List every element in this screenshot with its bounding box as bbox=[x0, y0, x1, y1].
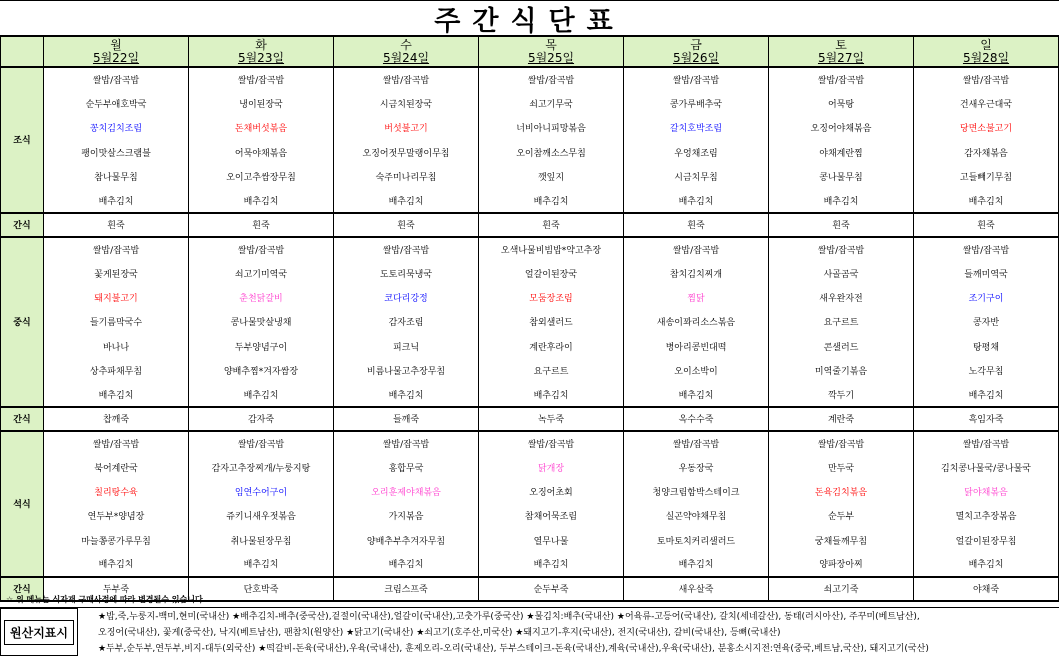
snack-item: 크림스프죽 bbox=[334, 577, 479, 601]
menu-item: 피크닉 bbox=[334, 334, 479, 358]
menu-item: 쌀밥/잡곡밥 bbox=[624, 431, 769, 455]
snack-item: 단호박죽 bbox=[189, 577, 334, 601]
snack-row bbox=[1, 213, 1059, 237]
breakfast-label: 조식 bbox=[1, 67, 44, 213]
menu-item: 만두국 bbox=[769, 455, 914, 479]
lunch-row bbox=[1, 334, 1059, 358]
menu-item: 계란후라이 bbox=[479, 334, 624, 358]
menu-item: 얼갈이된장국 bbox=[479, 261, 624, 285]
day-name: 월 bbox=[110, 38, 122, 52]
menu-item: 두부양념구이 bbox=[189, 334, 334, 358]
menu-item: 당면소불고기 bbox=[914, 116, 1059, 140]
menu-item: 쌀밥/잡곡밥 bbox=[624, 67, 769, 91]
menu-item: 쌀밥/잡곡밥 bbox=[624, 237, 769, 261]
menu-item: 연두부*양념장 bbox=[44, 504, 189, 528]
menu-item: 취나물된장무침 bbox=[189, 528, 334, 552]
menu-item: 양파장아찌 bbox=[769, 552, 914, 576]
menu-item: 쌀밥/잡곡밥 bbox=[44, 237, 189, 261]
menu-item: 배추김치 bbox=[334, 552, 479, 576]
menu-item: 조기구이 bbox=[914, 285, 1059, 309]
menu-item: 배추김치 bbox=[914, 552, 1059, 576]
menu-item: 쌀밥/잡곡밥 bbox=[189, 67, 334, 91]
menu-item: 닭개장 bbox=[479, 455, 624, 479]
day-header-row bbox=[1, 37, 1059, 67]
snack-item: 들깨죽 bbox=[334, 407, 479, 431]
menu-item: 토마토치커리샐러드 bbox=[624, 528, 769, 552]
menu-item: 배추김치 bbox=[189, 552, 334, 576]
menu-item: 배추김치 bbox=[334, 383, 479, 407]
menu-item: 오이참깨소스무침 bbox=[479, 140, 624, 164]
menu-item: 칠리탕수육 bbox=[44, 479, 189, 503]
menu-item: 멸치고추장볶음 bbox=[914, 504, 1059, 528]
menu-item: 쌀밥/잡곡밥 bbox=[914, 67, 1059, 91]
menu-item: 우동장국 bbox=[624, 455, 769, 479]
origin-text: ★밥,죽,누룽지-백미,현미(국내산) ★배추김치-배추(중국산),겉절이(국내산),얼갈이(국내산),고춧가루(중국산) ★물김치:배추(국내산) ★어육류-고등어(국내산), 갈치(세네갈산), 동태(러시아산), 주꾸미(베트남산), 오징어(국내산), 꽃게(중국산), 낙지(베트남산), 팬참치(원양산) ★닭고기(국내산) ★쇠고기(호주산,미국산) ★돼지고기-후지(국내산), 전지(국내산), 갈비(국내산), 등뼈(국내산) ★두부,순두부,연두부,비지-대두(외국산) ★떡갈비-돈육(국내산),우육(국내산), 훈제오리-오리(국내산), 두부스테이크-돈육(국내산),계육(국내산),우육(국내산), 분홍소시지전:연육(중국,베트남,국산), 돼지고기(국산) bbox=[98, 612, 929, 654]
lunch-row bbox=[1, 237, 1059, 261]
breakfast-row bbox=[1, 188, 1059, 212]
menu-item: 가지볶음 bbox=[334, 504, 479, 528]
snack-item: 옥수수죽 bbox=[624, 407, 769, 431]
origin-label: 원산지표시 bbox=[4, 620, 74, 645]
menu-item: 탕평채 bbox=[914, 334, 1059, 358]
breakfast-row bbox=[1, 67, 1059, 91]
day-header bbox=[624, 37, 769, 67]
menu-item: 돈채버섯볶음 bbox=[189, 116, 334, 140]
snack-label: 간식 bbox=[1, 577, 44, 601]
snack-row bbox=[1, 407, 1059, 431]
menu-item: 어묵야채볶음 bbox=[189, 140, 334, 164]
snack-item: 흰죽 bbox=[624, 213, 769, 237]
menu-item: 시금치된장국 bbox=[334, 91, 479, 115]
menu-item: 깍두기 bbox=[769, 383, 914, 407]
snack-item: 새우살죽 bbox=[624, 577, 769, 601]
day-date: 5월26일 bbox=[672, 51, 720, 65]
menu-item: 쌀밥/잡곡밥 bbox=[769, 67, 914, 91]
day-date: 5월28일 bbox=[962, 51, 1010, 65]
snack-item: 야채죽 bbox=[914, 577, 1059, 601]
menu-item: 요구르트 bbox=[479, 358, 624, 382]
menu-item: 쌀밥/잡곡밥 bbox=[769, 237, 914, 261]
menu-item: 감자고추장찌개/누룽지탕 bbox=[189, 455, 334, 479]
menu-item: 돼지불고기 bbox=[44, 285, 189, 309]
day-header bbox=[44, 37, 189, 67]
menu-item: 오이고추쌈장무침 bbox=[189, 164, 334, 188]
menu-item: 배추김치 bbox=[914, 188, 1059, 212]
snack-label: 간식 bbox=[1, 213, 44, 237]
snack-item: 쇠고기죽 bbox=[769, 577, 914, 601]
menu-item: 냉이된장국 bbox=[189, 91, 334, 115]
day-date: 5월24일 bbox=[382, 51, 430, 65]
menu-item: 감자조림 bbox=[334, 310, 479, 334]
dinner-row bbox=[1, 504, 1059, 528]
lunch-row bbox=[1, 285, 1059, 309]
day-date: 5월22일 bbox=[92, 51, 140, 65]
menu-item: 야채계란찜 bbox=[769, 140, 914, 164]
menu-item: 배추김치 bbox=[189, 383, 334, 407]
day-date: 5월23일 bbox=[237, 51, 285, 65]
breakfast-row bbox=[1, 164, 1059, 188]
dinner-row bbox=[1, 455, 1059, 479]
day-header bbox=[769, 37, 914, 67]
menu-item: 배추김치 bbox=[624, 552, 769, 576]
breakfast-row bbox=[1, 91, 1059, 115]
day-name: 금 bbox=[690, 38, 702, 52]
menu-item: 순두부 bbox=[769, 504, 914, 528]
menu-item: 시금치무침 bbox=[624, 164, 769, 188]
menu-item: 미역줄기볶음 bbox=[769, 358, 914, 382]
menu-item: 오징어야채볶음 bbox=[769, 116, 914, 140]
menu-item: 열무나물 bbox=[479, 528, 624, 552]
menu-item: 콩자반 bbox=[914, 310, 1059, 334]
menu-item: 새우완자전 bbox=[769, 285, 914, 309]
menu-body bbox=[1, 67, 1059, 601]
menu-item: 배추김치 bbox=[44, 552, 189, 576]
menu-item: 쌀밥/잡곡밥 bbox=[914, 431, 1059, 455]
menu-item: 고들빼기무침 bbox=[914, 164, 1059, 188]
origin-label-box bbox=[0, 608, 78, 656]
weekly-menu-table bbox=[0, 37, 1059, 602]
snack-label: 간식 bbox=[1, 407, 44, 431]
menu-item: 갈치호박조림 bbox=[624, 116, 769, 140]
menu-item: 오징어초회 bbox=[479, 479, 624, 503]
menu-item: 병아리콩빈대떡 bbox=[624, 334, 769, 358]
menu-item: 쌀밥/잡곡밥 bbox=[769, 431, 914, 455]
menu-item: 궁채들깨무침 bbox=[769, 528, 914, 552]
breakfast-row bbox=[1, 116, 1059, 140]
menu-item: 우엉채조림 bbox=[624, 140, 769, 164]
menu-item: 배추김치 bbox=[479, 188, 624, 212]
snack-item: 계란죽 bbox=[769, 407, 914, 431]
menu-item: 쌀밥/잡곡밥 bbox=[334, 431, 479, 455]
menu-item: 북어계란국 bbox=[44, 455, 189, 479]
menu-item: 쥬키니새우젓볶음 bbox=[189, 504, 334, 528]
menu-item: 쌀밥/잡곡밥 bbox=[334, 67, 479, 91]
lunch-row bbox=[1, 358, 1059, 382]
day-header bbox=[334, 37, 479, 67]
dinner-row bbox=[1, 528, 1059, 552]
menu-item: 감자채볶음 bbox=[914, 140, 1059, 164]
menu-item: 비름나물고추장무침 bbox=[334, 358, 479, 382]
menu-item: 상추파채무침 bbox=[44, 358, 189, 382]
menu-item: 쇠고기무국 bbox=[479, 91, 624, 115]
snack-item: 순두부죽 bbox=[479, 577, 624, 601]
menu-item: 임연수어구이 bbox=[189, 479, 334, 503]
day-date: 5월27일 bbox=[817, 51, 865, 65]
menu-item: 양배추부추겨자무침 bbox=[334, 528, 479, 552]
menu-item: 돈육김치볶음 bbox=[769, 479, 914, 503]
menu-item: 바나나 bbox=[44, 334, 189, 358]
day-name: 수 bbox=[400, 38, 412, 52]
menu-item: 청양크림함박스테이크 bbox=[624, 479, 769, 503]
snack-item: 찹깨죽 bbox=[44, 407, 189, 431]
menu-item: 참외샐러드 bbox=[479, 310, 624, 334]
menu-item: 쌀밥/잡곡밥 bbox=[189, 237, 334, 261]
menu-item: 쌀밥/잡곡밥 bbox=[44, 431, 189, 455]
menu-item: 버섯불고기 bbox=[334, 116, 479, 140]
menu-item: 참나물무침 bbox=[44, 164, 189, 188]
menu-item: 오색나물비빔밥*약고추장 bbox=[479, 237, 624, 261]
menu-item: 콩가루배추국 bbox=[624, 91, 769, 115]
menu-item: 사골곰국 bbox=[769, 261, 914, 285]
menu-item: 양배추찜*겨자쌈장 bbox=[189, 358, 334, 382]
menu-item: 도토리묵냉국 bbox=[334, 261, 479, 285]
day-header bbox=[914, 37, 1059, 67]
snack-item: 흑임자죽 bbox=[914, 407, 1059, 431]
menu-item: 순두부애호박국 bbox=[44, 91, 189, 115]
day-date: 5월25일 bbox=[527, 51, 575, 65]
menu-item: 얼갈이된장무침 bbox=[914, 528, 1059, 552]
menu-item: 참치김치찌개 bbox=[624, 261, 769, 285]
dinner-row bbox=[1, 431, 1059, 455]
page-title: 주간식단표 bbox=[0, 0, 1059, 37]
menu-item: 쌀밥/잡곡밥 bbox=[189, 431, 334, 455]
menu-item: 어묵탕 bbox=[769, 91, 914, 115]
day-name: 목 bbox=[545, 38, 557, 52]
menu-item: 배추김치 bbox=[769, 188, 914, 212]
menu-item: 참채어묵조림 bbox=[479, 504, 624, 528]
breakfast-row bbox=[1, 140, 1059, 164]
menu-item: 팽이맛살스크램블 bbox=[44, 140, 189, 164]
lunch-row bbox=[1, 310, 1059, 334]
day-header bbox=[479, 37, 624, 67]
menu-item: 쌀밥/잡곡밥 bbox=[479, 67, 624, 91]
menu-item: 깻잎지 bbox=[479, 164, 624, 188]
day-name: 일 bbox=[980, 38, 992, 52]
lunch-row bbox=[1, 261, 1059, 285]
snack-item: 감자죽 bbox=[189, 407, 334, 431]
snack-item: 흰죽 bbox=[189, 213, 334, 237]
menu-item: 새송이꽈리소스볶음 bbox=[624, 310, 769, 334]
menu-item: 오리훈제야채볶음 bbox=[334, 479, 479, 503]
menu-item: 들깨미역국 bbox=[914, 261, 1059, 285]
dinner-row bbox=[1, 479, 1059, 503]
menu-item: 실곤약야채무침 bbox=[624, 504, 769, 528]
menu-item: 배추김치 bbox=[44, 188, 189, 212]
snack-item: 흰죽 bbox=[479, 213, 624, 237]
lunch-row bbox=[1, 383, 1059, 407]
menu-item: 쌀밥/잡곡밥 bbox=[479, 431, 624, 455]
menu-item: 마늘쫑콩가루무침 bbox=[44, 528, 189, 552]
menu-item: 배추김치 bbox=[44, 383, 189, 407]
snack-item: 흰죽 bbox=[334, 213, 479, 237]
menu-item: 오징어젓무말랭이무침 bbox=[334, 140, 479, 164]
menu-item: 너비아니피망볶음 bbox=[479, 116, 624, 140]
day-name: 토 bbox=[835, 38, 847, 52]
menu-item: 숙주미나리무침 bbox=[334, 164, 479, 188]
menu-item: 홍합무국 bbox=[334, 455, 479, 479]
snack-item: 녹두죽 bbox=[479, 407, 624, 431]
day-name: 화 bbox=[255, 38, 267, 52]
menu-item: 코다리강정 bbox=[334, 285, 479, 309]
menu-item: 콩나물맛살냉채 bbox=[189, 310, 334, 334]
menu-item: 배추김치 bbox=[914, 383, 1059, 407]
menu-item: 콘샐러드 bbox=[769, 334, 914, 358]
menu-item: 들기름막국수 bbox=[44, 310, 189, 334]
menu-item: 쇠고기미역국 bbox=[189, 261, 334, 285]
menu-item: 콩나물무침 bbox=[769, 164, 914, 188]
menu-item: 쌀밥/잡곡밥 bbox=[914, 237, 1059, 261]
menu-item: 노각무침 bbox=[914, 358, 1059, 382]
menu-item: 춘천닭갈비 bbox=[189, 285, 334, 309]
menu-item: 꽃게된장국 bbox=[44, 261, 189, 285]
snack-item: 두부죽 bbox=[44, 577, 189, 601]
menu-item: 배추김치 bbox=[624, 188, 769, 212]
snack-item: 흰죽 bbox=[769, 213, 914, 237]
snack-item: 흰죽 bbox=[44, 213, 189, 237]
menu-item: 꽁치김치조림 bbox=[44, 116, 189, 140]
menu-item: 찜닭 bbox=[624, 285, 769, 309]
menu-item: 김치콩나물국/콩나물국 bbox=[914, 455, 1059, 479]
menu-item: 모둠장조림 bbox=[479, 285, 624, 309]
menu-item: 쌀밥/잡곡밥 bbox=[334, 237, 479, 261]
menu-item: 건새우근대국 bbox=[914, 91, 1059, 115]
menu-item: 요구르트 bbox=[769, 310, 914, 334]
menu-item: 배추김치 bbox=[334, 188, 479, 212]
lunch-label: 중식 bbox=[1, 237, 44, 407]
menu-change-note: ☆ 위 메뉴는 식자재 구매사정에 따라 변경될수 있습니다. bbox=[0, 592, 1059, 608]
menu-item: 배추김치 bbox=[479, 552, 624, 576]
dinner-label: 석식 bbox=[1, 431, 44, 577]
day-header bbox=[189, 37, 334, 67]
menu-item: 오이소박이 bbox=[624, 358, 769, 382]
snack-item: 흰죽 bbox=[914, 213, 1059, 237]
menu-item: 배추김치 bbox=[189, 188, 334, 212]
corner-cell bbox=[1, 37, 44, 67]
menu-item: 닭야채볶음 bbox=[914, 479, 1059, 503]
menu-item: 배추김치 bbox=[624, 383, 769, 407]
menu-item: 쌀밥/잡곡밥 bbox=[44, 67, 189, 91]
dinner-row bbox=[1, 552, 1059, 576]
menu-item: 배추김치 bbox=[479, 383, 624, 407]
